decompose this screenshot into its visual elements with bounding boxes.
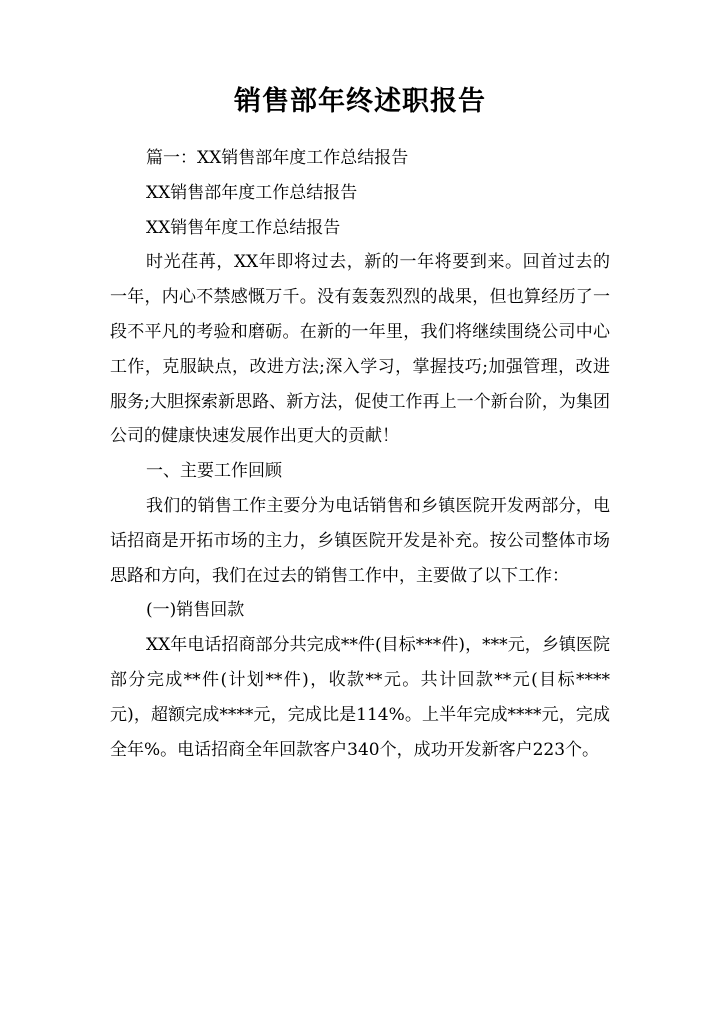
section-heading-work-review: 一、主要工作回顾 <box>146 461 282 482</box>
document-title: 销售部年终述职报告 <box>234 86 486 117</box>
subsection-heading-sales-collection: (一)销售回款 <box>146 600 245 621</box>
report-subtitle: XX销售部年度工作总结报告 <box>146 182 358 203</box>
intro-paragraph: 时光荏苒，XX年即将过去，新的一年将要到来。回首过去的一年，内心不禁感慨万千。没有轰轰烈烈的战果，但也算经历了一段不平凡的考验和磨砺。在新的一年里，我们将继续围绕公司中心工作，克服缺点，改进方法;深入学习，掌握技巧;加强管理，改进服务;大胆探索新思路、新方法，促使工作再上一个新台阶，为集团公司的健康快速发展作出更大的贡献！ <box>110 252 610 447</box>
sales-results-paragraph: XX年电话招商部分共完成**件(目标***件)，***元，乡镇医院部分完成**件(计划**件)，收款**元。共计回款**元(目标****元)，超额完成****元，完成比是114%。上半年完成****元，完成全年%。电话招商全年回款客户340个，成功开发新客户223个。 <box>110 635 611 760</box>
document-body <box>110 141 610 767</box>
section-heading-part-one: 篇一：XX销售部年度工作总结报告 <box>146 148 409 168</box>
work-overview-paragraph: 我们的销售工作主要分为电话销售和乡镇医院开发两部分，电话招商是开拓市场的主力，乡镇医院开发是补充。按公司整体市场思路和方向，我们在过去的销售工作中，主要做了以下工作： <box>110 495 610 586</box>
report-subtitle-secondary: XX销售年度工作总结报告 <box>146 217 341 238</box>
